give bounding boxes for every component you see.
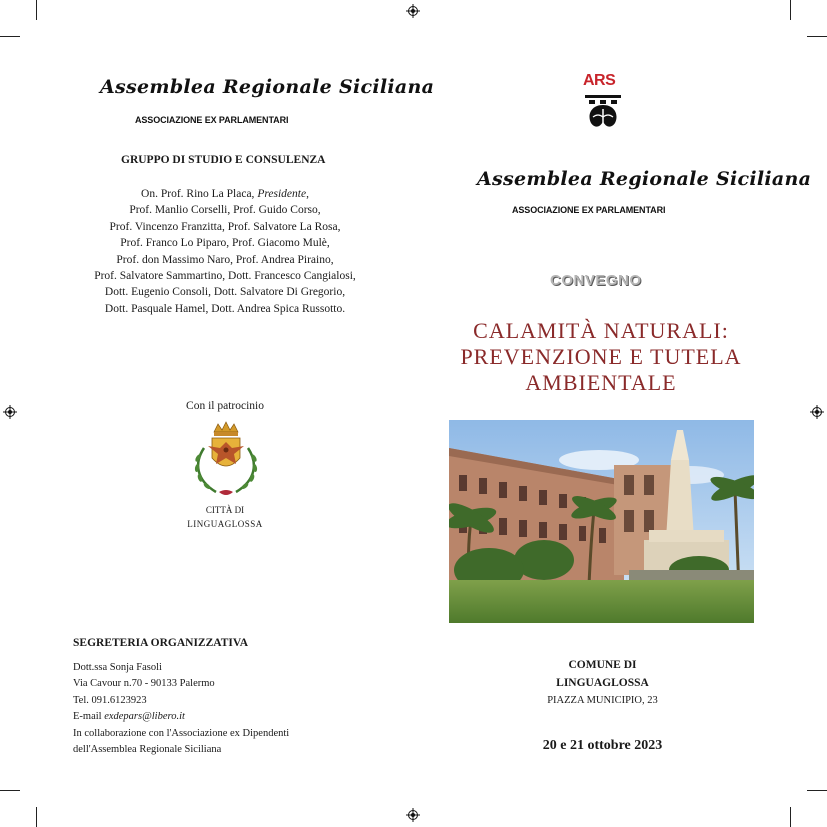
ars-emblem-icon [583,93,623,131]
registration-mark-icon [406,808,420,822]
convegno-label: CONVEGNO [550,272,642,289]
city-crest-icon [186,418,266,500]
member-line: Dott. Pasquale Hamel, Dott. Andrea Spica Russotto. [104,302,346,315]
contact-email-label: E-mail [73,711,105,723]
registration-mark-icon [810,405,824,419]
collaboration-line: In collaborazione con l'Associazione ex Dipendenti [73,727,290,739]
logo-association-text: ASSOCIAZIONE EX PARLAMENTARI [135,115,289,125]
palace-photo [449,420,754,623]
event-title-line2: PREVENZIONE E TUTELA [460,344,742,369]
event-date: 20 e 21 ottobre 2023 [542,738,663,753]
event-title-line1: CALAMITÀ NATURALI: [473,318,729,343]
member-line: Dott. Eugenio Consoli, Dott. Salvatore Di Gregorio, [104,286,346,299]
logo-script-text: Assemblea Regionale Siciliana [100,76,435,98]
contact-address: Via Cavour n.70 - 90133 Palermo [73,678,215,690]
contact-name: Dott.ssa Sonja Fasoli [73,662,162,673]
registration-mark-icon [406,4,420,18]
crest-caption [150,503,300,531]
event-title-line3: AMBIENTALE [525,370,677,395]
member-line: Prof. Salvatore Sammartino, Dott. Francesco Cangialosi, [94,270,356,283]
member-line: Prof. Franco Lo Piparo, Prof. Giacomo Mulè, [120,237,330,250]
member-line: Prof. Manlio Corselli, Prof. Guido Corso, [129,204,321,217]
member-line: Prof. don Massimo Naro, Prof. Andrea Piraino, [116,253,334,266]
contact-phone: Tel. 091.6123923 [73,694,147,706]
logo-script-text: Assemblea Regionale Siciliana [477,168,812,190]
patronage-label: Con il patrocinio [186,400,264,412]
members-list [40,186,410,317]
crest-caption-line1: CITTÀ DI [205,505,245,515]
crest-caption-line2: LINGUAGLOSSA [187,519,263,529]
contact-email-line [73,709,289,725]
venue-line2: LINGUAGLOSSA [556,677,649,689]
secretariat-contact [73,660,289,758]
registration-mark-icon [3,405,17,419]
venue-line1: COMUNE DI [568,659,637,671]
secretariat-heading: SEGRETERIA ORGANIZZATIVA [73,637,248,649]
event-title [448,318,754,396]
ars-mark: ARS [583,72,616,89]
collaboration-line: dell'Assemblea Regionale Siciliana [73,744,222,756]
venue-block [450,656,755,692]
member-line: Prof. Vincenzo Franzitta, Prof. Salvatore La Rosa, [109,220,341,233]
group-heading: GRUPPO DI STUDIO E CONSULENZA [121,154,326,166]
member-line: On. Prof. Rino La Placa, Presidente, [141,188,309,200]
venue-address: PIAZZA MUNICIPIO, 23 [547,695,658,706]
contact-email-link[interactable]: exdepars@libero.it [104,711,185,723]
logo-association-text: ASSOCIAZIONE EX PARLAMENTARI [512,205,666,215]
